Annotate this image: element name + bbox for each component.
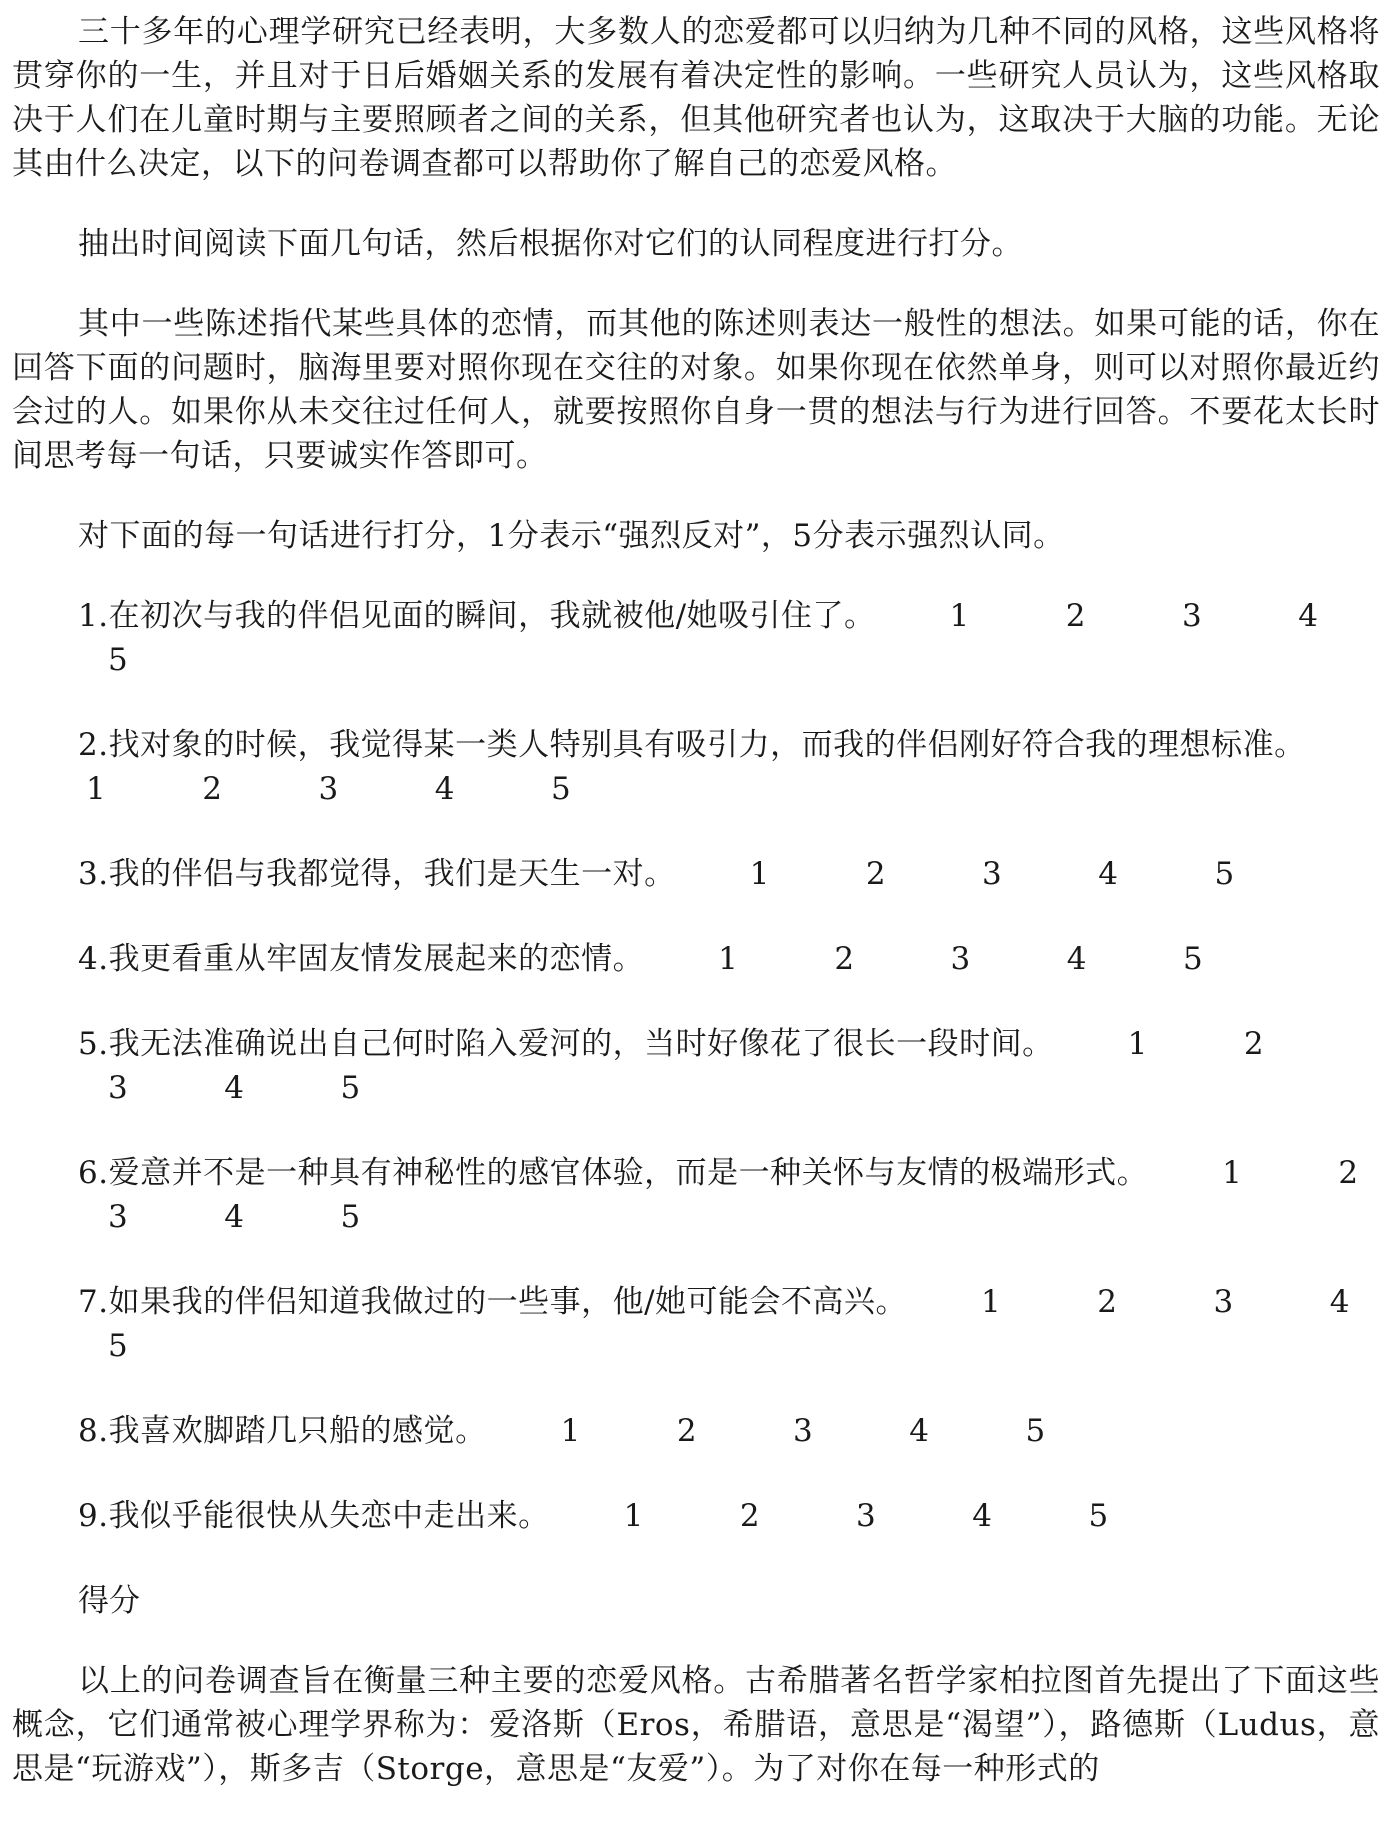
scale-option: 5 — [1183, 941, 1204, 977]
item-text: 8.我喜欢脚踏几只船的感觉。 — [78, 1413, 487, 1449]
scale-option: 1 — [560, 1413, 581, 1449]
rating-scale — [487, 1413, 1046, 1449]
scale-option: 4 — [909, 1413, 930, 1449]
scale-option: 1 — [86, 771, 107, 807]
item-text: 2.找对象的时候，我觉得某一类人特别具有吸引力，而我的伴侣刚好符合我的理想标准。 — [78, 727, 1306, 763]
rating-scale — [550, 1498, 1109, 1534]
questionnaire-item-2 — [12, 723, 1380, 811]
scale-option: 1 — [623, 1498, 644, 1534]
scale-option: 5 — [108, 1328, 129, 1364]
intro-paragraph-1: 三十多年的心理学研究已经表明，大多数人的恋爱都可以归纳为几种不同的风格，这些风格将贯穿你的一生，并且对于日后婚姻关系的发展有着决定性的影响。一些研究人员认为，这些风格取决于人们在儿童时期与主要照顾者之间的关系，但其他研究者也认为，这取决于大脑的功能。无论其由什么决定，以下的问卷调查都可以帮助你了解自己的恋爱风格。 — [12, 14, 1380, 182]
scale-option: 2 — [202, 771, 223, 807]
intro-paragraph-2: 抽出时间阅读下面几句话，然后根据你对它们的认同程度进行打分。 — [78, 226, 1023, 262]
questionnaire-item-7 — [12, 1280, 1380, 1368]
questionnaire-item-1 — [12, 594, 1380, 682]
scale-option: 2 — [865, 856, 887, 892]
scale-option: 3 — [108, 1199, 129, 1235]
scale-option: 5 — [340, 1199, 361, 1235]
questionnaire-item-4 — [12, 937, 1380, 981]
scale-option: 2 — [1243, 1026, 1265, 1062]
scale-option: 5 — [1025, 1413, 1046, 1449]
rating-scale — [12, 771, 571, 807]
item-text: 1.在初次与我的伴侣见面的瞬间，我就被他/她吸引住了。 — [78, 598, 876, 634]
scale-option: 1 — [949, 598, 970, 634]
scale-option: 4 — [224, 1070, 245, 1106]
scale-option: 1 — [1127, 1026, 1148, 1062]
scale-option: 1 — [718, 941, 739, 977]
item-text: 3.我的伴侣与我都觉得，我们是天生一对。 — [78, 856, 676, 892]
scale-option: 3 — [318, 771, 339, 807]
score-heading: 得分 — [78, 1583, 140, 1619]
questionnaire-item-5 — [12, 1022, 1380, 1110]
scale-option: 3 — [1213, 1284, 1234, 1320]
scale-option: 2 — [834, 941, 855, 977]
scale-option: 4 — [434, 771, 455, 807]
scale-option: 2 — [739, 1498, 761, 1534]
scale-option: 2 — [1338, 1155, 1359, 1191]
scale-option: 4 — [1329, 1284, 1350, 1320]
scale-option: 3 — [982, 856, 1003, 892]
scale-option: 5 — [550, 771, 572, 807]
scale-option: 4 — [1298, 598, 1319, 634]
intro-paragraph-3: 其中一些陈述指代某些具体的恋情，而其他的陈述则表达一般性的想法。如果可能的话，你在回答下面的问题时，脑海里要对照你现在交往的对象。如果你现在依然单身，则可以对照你最近约会过的人。如果你从未交往过任何人，就要按照你自身一贯的想法与行为进行回答。不要花太长时间思考每一句话，只要诚实作答即可。 — [12, 306, 1380, 474]
scale-option: 1 — [1222, 1155, 1243, 1191]
scale-option: 4 — [224, 1199, 245, 1235]
rating-scale — [644, 941, 1203, 977]
scale-option: 5 — [1088, 1498, 1109, 1534]
scale-option: 5 — [340, 1070, 361, 1106]
document-page — [12, 10, 1380, 1827]
questionnaire-item-3 — [12, 852, 1380, 896]
scale-option: 1 — [749, 856, 770, 892]
scale-option: 3 — [856, 1498, 877, 1534]
item-text: 6.爱意并不是一种具有神秘性的感官体验，而是一种关怀与友情的极端形式。 — [78, 1155, 1149, 1191]
scale-option: 4 — [1098, 856, 1119, 892]
scale-option: 2 — [1065, 598, 1086, 634]
rating-scale — [676, 856, 1235, 892]
scale-option: 5 — [1214, 856, 1235, 892]
item-text: 5.我无法准确说出自己何时陷入爱河的，当时好像花了很长一段时间。 — [78, 1026, 1054, 1062]
item-text: 7.如果我的伴侣知道我做过的一些事，他/她可能会不高兴。 — [78, 1284, 908, 1320]
scale-option: 5 — [108, 642, 129, 678]
item-text: 4.我更看重从牢固友情发展起来的恋情。 — [78, 941, 645, 977]
scale-option: 3 — [950, 941, 971, 977]
scale-option: 4 — [1066, 941, 1088, 977]
scale-option: 3 — [108, 1070, 129, 1106]
scale-option: 1 — [981, 1284, 1002, 1320]
rating-instruction: 对下面的每一句话进行打分，1分表示“强烈反对”，5分表示强烈认同。 — [78, 518, 1065, 554]
questionnaire-item-8 — [12, 1409, 1380, 1453]
scale-option: 3 — [1182, 598, 1203, 634]
scale-option: 4 — [972, 1498, 993, 1534]
scale-option: 3 — [793, 1413, 814, 1449]
scale-option: 2 — [1097, 1284, 1118, 1320]
item-text: 9.我似乎能很快从失恋中走出来。 — [78, 1498, 550, 1534]
questionnaire-item-6 — [12, 1151, 1380, 1239]
scale-option: 2 — [676, 1413, 698, 1449]
questionnaire-item-9 — [12, 1494, 1380, 1538]
closing-paragraph: 以上的问卷调查旨在衡量三种主要的恋爱风格。古希腊著名哲学家柏拉图首先提出了下面这些概念，它们通常被心理学界称为：爱洛斯（Eros，希腊语，意思是“渴望”），路德斯（Ludus，意思是“玩游戏”），斯多吉（Storge，意思是“友爱”）。为了对你在每一种形式的 — [12, 1663, 1380, 1787]
